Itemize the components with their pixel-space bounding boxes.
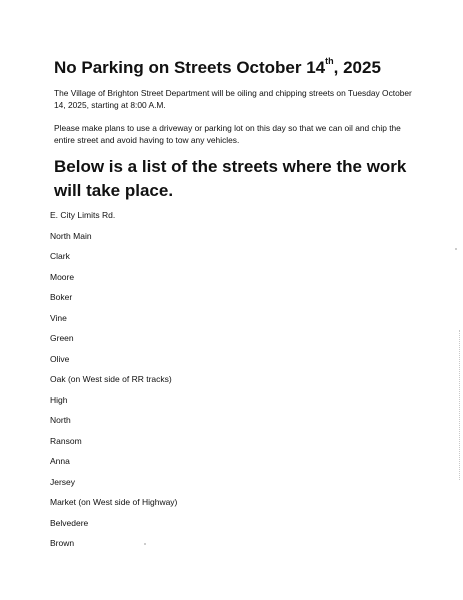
- notice-title: [54, 58, 381, 78]
- street-item: Brown: [50, 538, 75, 548]
- street-item: Green: [50, 333, 74, 343]
- scan-speck: [455, 248, 457, 250]
- street-item: High: [50, 394, 68, 405]
- street-item: Belvedere: [50, 517, 89, 528]
- street-item: Moore: [50, 271, 75, 282]
- street-item: North Main: [50, 230, 92, 241]
- street-item: E. City Limits Rd.: [50, 210, 116, 220]
- street-list-heading: Below is a list of the streets where the work will take place.: [54, 157, 407, 200]
- street-item: Ransom: [50, 435, 82, 446]
- title-ordinal-suffix: th: [325, 56, 334, 67]
- street-item: Boker: [50, 292, 73, 302]
- parking-instructions-paragraph: Please make plans to use a driveway or parking lot on this day so that we can oil and chip the entire street and avoid having to tow any vehicles.: [54, 123, 401, 145]
- street-item: North: [50, 415, 71, 425]
- street-item: Jersey: [50, 476, 76, 487]
- street-item: Oak (on West side of RR tracks): [50, 374, 172, 384]
- scan-speck: [144, 543, 146, 545]
- street-item: Clark: [50, 251, 70, 261]
- street-item: Olive: [50, 353, 70, 364]
- schedule-paragraph: The Village of Brighton Street Department will be oiling and chipping streets on Tuesday October 14, 2025, starting at 8:00 A.M.: [54, 88, 412, 110]
- scan-edge-mark: [459, 330, 461, 480]
- street-list: [50, 210, 177, 559]
- title-year: , 2025: [333, 58, 381, 77]
- street-item: Market (on West side of Highway): [50, 497, 178, 507]
- title-main: No Parking on Streets October 14: [54, 58, 326, 77]
- street-item: Vine: [50, 312, 67, 323]
- street-item: Anna: [50, 456, 70, 466]
